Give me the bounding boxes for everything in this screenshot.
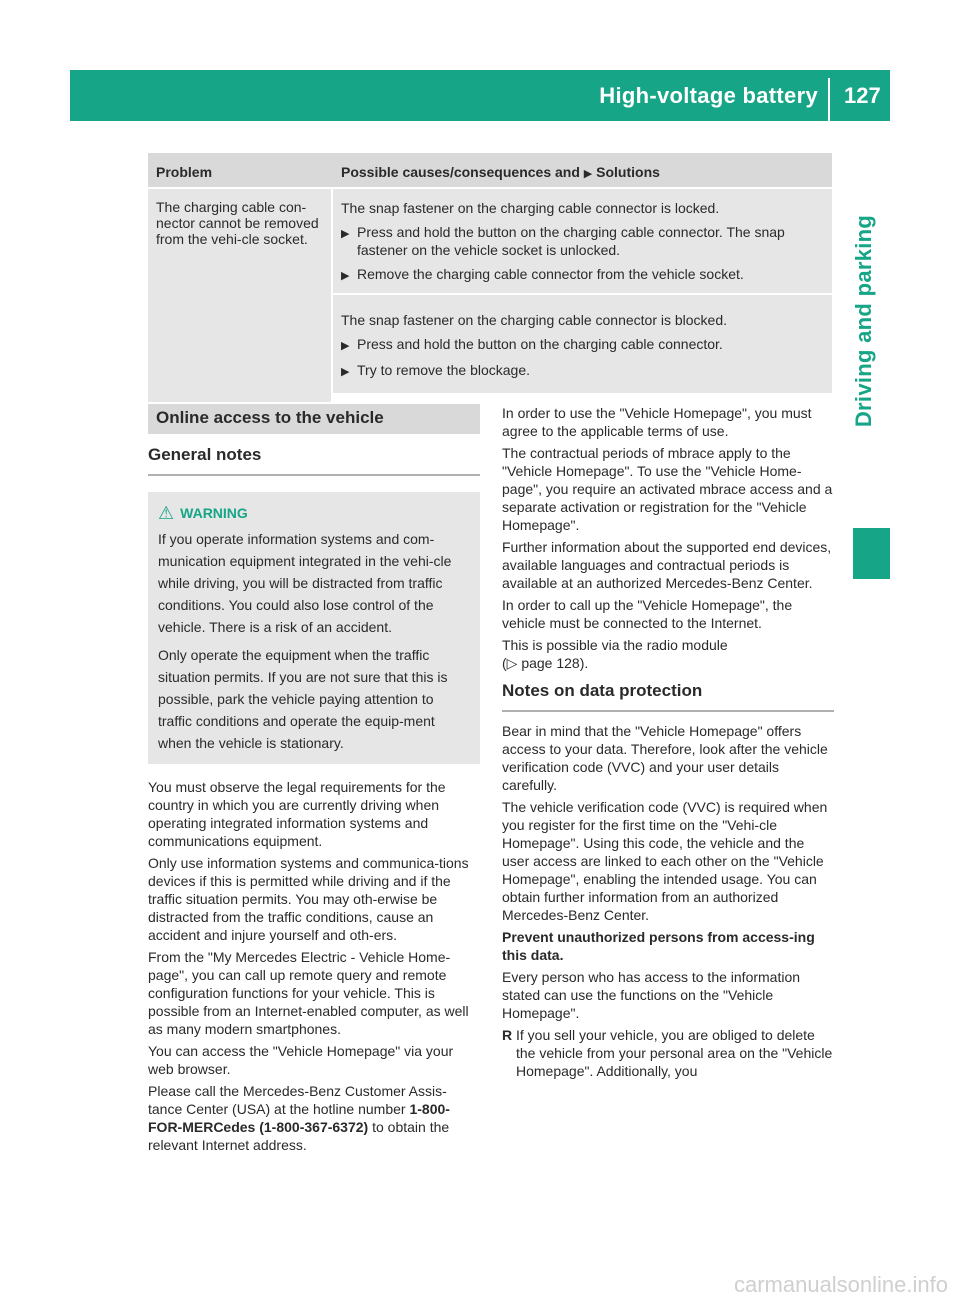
paragraph-hotline <box>148 1082 480 1154</box>
side-tab-marker <box>853 528 890 579</box>
problem-cell: The charging cable con-nector cannot be removed from the vehi-cle socket. <box>148 189 331 402</box>
solution-step <box>341 335 824 355</box>
solution-step <box>341 265 824 285</box>
warning-icon: ⚠ <box>158 503 175 523</box>
cause-2-text: The snap fastener on the charging cable connector is blocked. <box>341 312 728 328</box>
paragraph: You must observe the legal requirements for the country in which you are currently driving when operating integrated information systems and communications equipment. <box>148 779 446 849</box>
header-problem: Problem <box>156 164 213 180</box>
side-tab <box>838 121 890 501</box>
cause-cell-2 <box>333 295 832 393</box>
header-separator <box>828 78 830 121</box>
warning-paragraph: Only operate the equipment when the traffic situation permits. If you are not sure that this is possible, park the vehicle paying attention to traffic conditions and operate the equip-ment when the vehicle is stationary. <box>158 647 448 751</box>
header-bar <box>70 70 890 121</box>
side-tab-label: Driving and parking <box>851 214 876 428</box>
cause-cell-1 <box>333 189 832 293</box>
paragraph: In order to use the "Vehicle Homepage", you must agree to the applicable terms of use. <box>502 405 812 439</box>
radio-text: This is possible via the radio module <box>502 637 728 653</box>
table-header <box>148 153 832 187</box>
paragraph: Only use information systems and communica-tions devices if this is permitted while driving and if the traffic situation permits. You may oth-erwise be distracted from the traffic conditions, cause an accident and injure yourself and oth-ers. <box>148 855 469 943</box>
paragraph: You can access the "Vehicle Homepage" via your web browser. <box>148 1043 454 1077</box>
warning-title: WARNING <box>180 505 248 521</box>
header-solutions <box>333 153 832 187</box>
warning-paragraph: If you operate information systems and com-munication equipment integrated in the vehi-cle while driving, you will be distracted from traffic conditions. You could also lose control of the vehicle. There is a risk of an accident. <box>158 531 452 635</box>
paragraph: The contractual periods of mbrace apply to the "Vehicle Homepage". To use the "Vehicle Home-page", you require an activated mbrace access and a separate activation or registration for the "Vehicle Homepage". <box>502 445 833 533</box>
paragraph: The vehicle verification code (VVC) is required when you register for the first time on the "Vehi-cle Homepage". Using this code, the vehicle and the user access are linked to each other on the "Vehicle Homepage", enabling the intended usage. You can obtain further information from an authorized Mercedes-Benz Center. <box>502 799 828 923</box>
warning-header <box>158 502 470 524</box>
cause-1-text: The snap fastener on the charging cable connector is locked. <box>341 200 720 216</box>
page-reference[interactable]: (▷ page 128). <box>502 655 589 671</box>
table-row <box>148 189 832 402</box>
hotline-outro: to obtain the relevant Internet address. <box>148 1119 450 1153</box>
hotline-intro: Please call the Mercedes-Benz Customer Assis-tance Center (USA) at the hotline number <box>148 1083 447 1117</box>
right-column <box>502 404 834 1080</box>
list-item <box>502 1026 834 1080</box>
hotline-number: 1-800-FOR-MERCedes (1-800-367-6372) <box>148 1101 450 1135</box>
section-title: Online access to the vehicle <box>148 404 480 434</box>
arrow-icon: ▶ <box>583 168 593 180</box>
solution-step <box>341 223 824 259</box>
step-text: Remove the charging cable connector from the vehicle socket. <box>357 266 744 282</box>
arrow-icon: ▶ <box>341 366 350 378</box>
paragraph: Bear in mind that the "Vehicle Homepage" offers access to your data. Therefore, look after the vehicle verification code (VVC) and your user details carefully. <box>502 723 828 793</box>
header-solutions-prefix: Possible causes/consequences and <box>341 164 580 180</box>
paragraph: From the "My Mercedes Electric - Vehicle Home-page", you can call up remote query and remote configuration functions for your vehicle. This is possible from an Internet-enabled computer, as well as many modern smartphones. <box>148 949 469 1037</box>
subheading-data-protection: Notes on data protection <box>502 682 834 712</box>
step-text: Press and hold the button on the charging cable connector. The snap fastener on the vehicle socket is unlocked. <box>357 224 785 258</box>
paragraph: In order to call up the "Vehicle Homepage", the vehicle must be connected to the Internet. <box>502 597 793 631</box>
bullet-text: If you sell your vehicle, you are obliged to delete the vehicle from your personal area on the "Vehicle Homepage". Additionally, you <box>516 1027 833 1079</box>
header-title: High-voltage battery <box>599 83 818 108</box>
paragraph: Every person who has access to the information stated can use the functions on the "Vehicle Homepage". <box>502 969 801 1021</box>
paragraph-radio <box>502 636 834 672</box>
bullet-icon: R <box>502 1027 513 1043</box>
header-solutions-suffix: Solutions <box>596 164 660 180</box>
solutions-column <box>333 189 832 402</box>
warning-box <box>148 492 480 764</box>
arrow-icon: ▶ <box>341 340 350 352</box>
bold-paragraph: Prevent unauthorized persons from access-ing this data. <box>502 929 815 963</box>
arrow-icon: ▶ <box>341 270 350 282</box>
page-number: 127 <box>844 83 881 108</box>
step-text: Try to remove the blockage. <box>357 362 531 378</box>
left-column <box>148 404 480 1158</box>
solution-step <box>341 361 824 381</box>
troubleshooting-table <box>148 153 832 402</box>
watermark: carmanualsonline.info <box>733 1272 948 1297</box>
subheading-general-notes: General notes <box>148 446 480 476</box>
paragraph: Further information about the supported end devices, available languages and contractual periods is available at an authorized Mercedes-Benz Center. <box>502 539 832 591</box>
arrow-icon: ▶ <box>341 228 350 240</box>
step-text: Press and hold the button on the charging cable connector. <box>357 336 723 352</box>
